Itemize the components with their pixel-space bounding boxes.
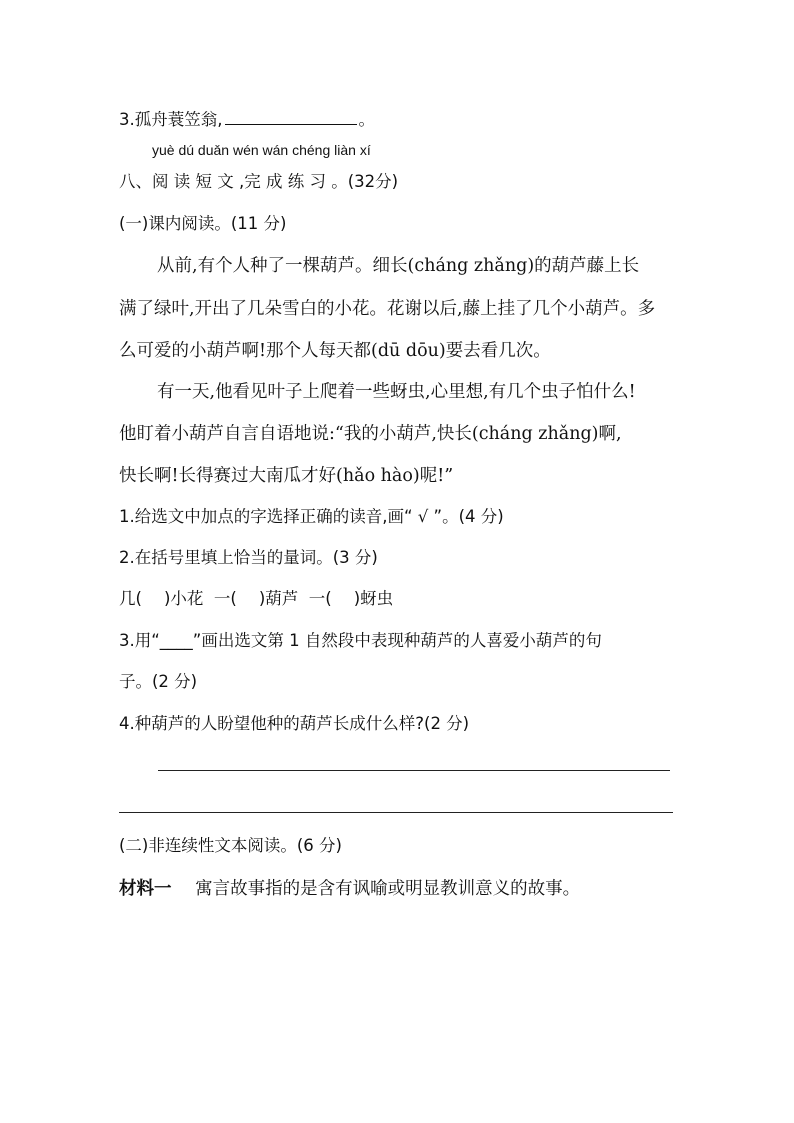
question-3: 3.用“____”画出选文第 1 自然段中表现种葫芦的人喜爱小葫芦的句 [119, 631, 602, 650]
material-1 [119, 878, 580, 900]
question-3-cont: 子。(2 分) [119, 672, 198, 691]
pinyin-row: yuè dú duǎn wén wán chéng liàn xí [152, 142, 371, 158]
passage-line: 快长啊!长得赛过大南瓜才好(hǎo hào)呢!” [119, 466, 454, 486]
poem-prefix: 3.孤舟蓑笠翁, [119, 110, 223, 129]
poem-answer-blank[interactable] [225, 108, 357, 125]
material-1-label: 材料一 [119, 879, 172, 899]
item-a-pre: 几( [119, 589, 142, 608]
poem-suffix: 。 [358, 110, 375, 129]
part2-heading: (二)非连续性文本阅读。(6 分) [119, 836, 342, 855]
item-c-pre: 一( [308, 589, 332, 608]
poem-question [119, 108, 375, 131]
passage-line: 满了绿叶,开出了几朵雪白的小花。花谢以后,藤上挂了几个小葫芦。多 [119, 299, 656, 319]
item-b-pre: 一( [213, 589, 237, 608]
question-2: 2.在括号里填上恰当的量词。(3 分) [119, 548, 378, 567]
answer-line[interactable] [119, 812, 673, 813]
item-a-post: )小花 [163, 589, 204, 608]
item-b-post: )葫芦 [258, 589, 299, 608]
section-title: 八、阅 读 短 文 ,完 成 练 习 。(32分) [119, 172, 399, 191]
question-4: 4.种葫芦的人盼望他种的葫芦长成什么样?(2 分) [119, 714, 470, 733]
part1-heading: (一)课内阅读。(11 分) [119, 214, 287, 233]
item-c-post: )蚜虫 [353, 589, 394, 608]
passage-line: 他盯着小葫芦自言自语地说:“我的小葫芦,快长(cháng zhǎng)啊, [119, 424, 622, 444]
material-1-text: 寓言故事指的是含有讽喻或明显教训意义的故事。 [195, 879, 581, 899]
passage-line: 么可爱的小葫芦啊!那个人每天都(dū dōu)要去看几次。 [119, 341, 551, 361]
measure-word-row [119, 588, 393, 610]
passage-line: 有一天,他看见叶子上爬着一些蚜虫,心里想,有几个虫子怕什么! [157, 382, 636, 402]
question-1: 1.给选文中加点的字选择正确的读音,画“ √ ”。(4 分) [119, 507, 504, 526]
passage-line: 从前,有个人种了一棵葫芦。细长(cháng zhǎng)的葫芦藤上长 [157, 256, 640, 276]
answer-line[interactable] [158, 770, 670, 771]
